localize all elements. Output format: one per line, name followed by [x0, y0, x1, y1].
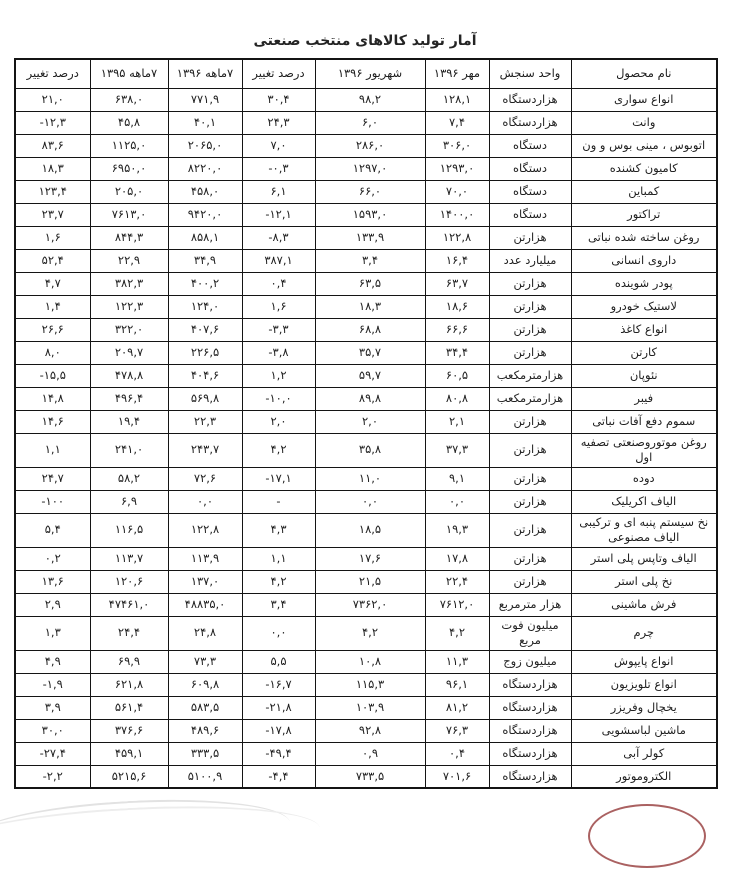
- unit-cell: هزارتن: [489, 513, 571, 547]
- value-7month-1395-cell: ۵۶۱,۴: [90, 696, 168, 719]
- unit-cell: هزاردستگاه: [489, 719, 571, 742]
- value-7month-1395-cell: ۵۸,۲: [90, 467, 168, 490]
- value-mehr-cell: ۷۶۱۲,۰: [425, 593, 489, 616]
- percent-change-7month-cell: ۵,۴: [15, 513, 90, 547]
- value-7month-1395-cell: ۱۱۲۵,۰: [90, 134, 168, 157]
- value-shahrivar-cell: ۷۳۳,۵: [315, 765, 425, 788]
- value-mehr-cell: ۶۳,۷: [425, 272, 489, 295]
- value-7month-1395-cell: ۴۷۴۶۱,۰: [90, 593, 168, 616]
- unit-cell: میلیارد عدد: [489, 249, 571, 272]
- value-7month-1396-cell: ۳۴,۹: [168, 249, 242, 272]
- percent-change-month-cell: ۴,۲: [242, 433, 315, 467]
- unit-cell: میلیون فوت مربع: [489, 616, 571, 650]
- value-mehr-cell: ۱۲۲,۸: [425, 226, 489, 249]
- table-row: [15, 88, 717, 111]
- value-7month-1395-cell: ۷۶۱۳,۰: [90, 203, 168, 226]
- value-7month-1396-cell: ۴۰۴,۶: [168, 364, 242, 387]
- percent-change-month-cell: ۳۸۷,۱: [242, 249, 315, 272]
- percent-change-month-cell: -۱۷,۸: [242, 719, 315, 742]
- table-row: [15, 111, 717, 134]
- unit-cell: هزارتن: [489, 547, 571, 570]
- table-row: [15, 226, 717, 249]
- percent-change-7month-cell: -۱,۹: [15, 673, 90, 696]
- value-7month-1395-cell: ۱۲۰,۶: [90, 570, 168, 593]
- table-header-row: [15, 59, 717, 88]
- value-7month-1395-cell: ۶,۹: [90, 490, 168, 513]
- production-stats-table: [14, 58, 718, 789]
- value-mehr-cell: ۱۹,۳: [425, 513, 489, 547]
- percent-change-month-cell: -۳,۸: [242, 341, 315, 364]
- percent-change-month-cell: -۴۹,۴: [242, 742, 315, 765]
- product-name-cell: انواع سواری: [571, 88, 717, 111]
- value-7month-1395-cell: ۶۳۸,۰: [90, 88, 168, 111]
- column-header-percent-change-month: درصد تغییر: [242, 59, 315, 88]
- product-name-cell: چرم: [571, 616, 717, 650]
- column-header-product-name: نام محصول: [571, 59, 717, 88]
- table-row: [15, 295, 717, 318]
- value-7month-1395-cell: ۴۹۶,۴: [90, 387, 168, 410]
- percent-change-7month-cell: -۲۷,۴: [15, 742, 90, 765]
- value-shahrivar-cell: ۴,۲: [315, 616, 425, 650]
- value-shahrivar-cell: ۱۵۹۳,۰: [315, 203, 425, 226]
- column-header-shahrivar-1396: شهریور ۱۳۹۶: [315, 59, 425, 88]
- percent-change-7month-cell: ۲۴,۷: [15, 467, 90, 490]
- percent-change-month-cell: ۴,۳: [242, 513, 315, 547]
- percent-change-7month-cell: ۱,۴: [15, 295, 90, 318]
- value-mehr-cell: ۴,۲: [425, 616, 489, 650]
- product-name-cell: کامیون کشنده: [571, 157, 717, 180]
- value-7month-1396-cell: ۲۰۶۵,۰: [168, 134, 242, 157]
- page-title: آمار تولید کالاهای منتخب صنعتی: [253, 33, 477, 49]
- table-row: [15, 650, 717, 673]
- value-mehr-cell: ۸۰,۸: [425, 387, 489, 410]
- value-7month-1396-cell: ۲۲۶,۵: [168, 341, 242, 364]
- product-name-cell: کولر آبی: [571, 742, 717, 765]
- product-name-cell: ماشین لباسشویی: [571, 719, 717, 742]
- value-shahrivar-cell: ۱۷,۶: [315, 547, 425, 570]
- value-shahrivar-cell: ۶۸,۸: [315, 318, 425, 341]
- product-name-cell: نخ سیستم پنبه ای و ترکیبی الیاف مصنوعی: [571, 513, 717, 547]
- percent-change-7month-cell: ۴,۹: [15, 650, 90, 673]
- product-name-cell: الیاف وتاپس پلی استر: [571, 547, 717, 570]
- percent-change-7month-cell: ۲۱,۰: [15, 88, 90, 111]
- percent-change-7month-cell: ۵۲,۴: [15, 249, 90, 272]
- value-shahrivar-cell: ۲۸۶,۰: [315, 134, 425, 157]
- value-mehr-cell: ۱۶,۴: [425, 249, 489, 272]
- table-row: [15, 134, 717, 157]
- value-7month-1395-cell: ۲۴,۴: [90, 616, 168, 650]
- percent-change-7month-cell: ۲۶,۶: [15, 318, 90, 341]
- percent-change-7month-cell: ۳۰,۰: [15, 719, 90, 742]
- value-mehr-cell: ۱۷,۸: [425, 547, 489, 570]
- value-shahrivar-cell: ۶۳,۵: [315, 272, 425, 295]
- value-7month-1395-cell: ۲۴۱,۰: [90, 433, 168, 467]
- value-mehr-cell: ۸۱,۲: [425, 696, 489, 719]
- value-7month-1396-cell: ۹۴۲۰,۰: [168, 203, 242, 226]
- value-mehr-cell: ۷۰۱,۶: [425, 765, 489, 788]
- percent-change-month-cell: -۲۱,۸: [242, 696, 315, 719]
- percent-change-7month-cell: ۲,۹: [15, 593, 90, 616]
- product-name-cell: تراکتور: [571, 203, 717, 226]
- value-shahrivar-cell: ۶,۰: [315, 111, 425, 134]
- percent-change-7month-cell: ۲۳,۷: [15, 203, 90, 226]
- value-7month-1395-cell: ۱۱۳,۷: [90, 547, 168, 570]
- percent-change-month-cell: -۴,۴: [242, 765, 315, 788]
- percent-change-month-cell: ۰,۰: [242, 616, 315, 650]
- product-name-cell: لاستیک خودرو: [571, 295, 717, 318]
- product-name-cell: داروی انسانی: [571, 249, 717, 272]
- value-shahrivar-cell: ۱۱,۰: [315, 467, 425, 490]
- value-7month-1396-cell: ۵۱۰۰,۹: [168, 765, 242, 788]
- column-header-7month-1396: ۷ماهه ۱۳۹۶: [168, 59, 242, 88]
- product-name-cell: کمباین: [571, 180, 717, 203]
- value-7month-1396-cell: ۴۰۷,۶: [168, 318, 242, 341]
- table-row: [15, 616, 717, 650]
- percent-change-7month-cell: ۰,۲: [15, 547, 90, 570]
- value-7month-1396-cell: ۲۴۳,۷: [168, 433, 242, 467]
- product-name-cell: فرش ماشینی: [571, 593, 717, 616]
- value-mehr-cell: ۲۲,۴: [425, 570, 489, 593]
- value-mehr-cell: ۳۰۶,۰: [425, 134, 489, 157]
- percent-change-month-cell: ۰,۴: [242, 272, 315, 295]
- value-shahrivar-cell: ۱۸,۵: [315, 513, 425, 547]
- table-row: [15, 318, 717, 341]
- value-7month-1396-cell: ۷۷۱,۹: [168, 88, 242, 111]
- percent-change-7month-cell: ۳,۹: [15, 696, 90, 719]
- value-mehr-cell: ۰,۰: [425, 490, 489, 513]
- percent-change-month-cell: ۱,۶: [242, 295, 315, 318]
- percent-change-7month-cell: -۱۵,۵: [15, 364, 90, 387]
- table-body: [15, 88, 717, 788]
- value-7month-1396-cell: ۴۰۰,۲: [168, 272, 242, 295]
- percent-change-7month-cell: ۱,۶: [15, 226, 90, 249]
- product-name-cell: یخچال وفریزر: [571, 696, 717, 719]
- percent-change-month-cell: -۰,۳: [242, 157, 315, 180]
- value-shahrivar-cell: ۲۱,۵: [315, 570, 425, 593]
- unit-cell: هزارتن: [489, 341, 571, 364]
- value-shahrivar-cell: ۱۲۹۷,۰: [315, 157, 425, 180]
- table-row: [15, 593, 717, 616]
- product-name-cell: الیاف اکریلیک: [571, 490, 717, 513]
- value-mehr-cell: ۱۱,۳: [425, 650, 489, 673]
- percent-change-7month-cell: ۱۴,۶: [15, 410, 90, 433]
- unit-cell: هزارتن: [489, 490, 571, 513]
- table-row: [15, 341, 717, 364]
- value-mehr-cell: ۱۴۰۰,۰: [425, 203, 489, 226]
- value-7month-1396-cell: ۱۲۲,۸: [168, 513, 242, 547]
- value-shahrivar-cell: ۶۶,۰: [315, 180, 425, 203]
- value-shahrivar-cell: ۱۰,۸: [315, 650, 425, 673]
- value-7month-1396-cell: ۱۳۷,۰: [168, 570, 242, 593]
- value-7month-1395-cell: ۲۰۹,۷: [90, 341, 168, 364]
- value-mehr-cell: ۰,۴: [425, 742, 489, 765]
- value-mehr-cell: ۷۰,۰: [425, 180, 489, 203]
- value-mehr-cell: ۷۶,۳: [425, 719, 489, 742]
- percent-change-month-cell: -۱۰,۰: [242, 387, 315, 410]
- value-mehr-cell: ۱۸,۶: [425, 295, 489, 318]
- table-row: [15, 765, 717, 788]
- value-7month-1395-cell: ۲۰۵,۰: [90, 180, 168, 203]
- product-name-cell: انواع کاغذ: [571, 318, 717, 341]
- percent-change-month-cell: ۴,۲: [242, 570, 315, 593]
- unit-cell: دستگاه: [489, 203, 571, 226]
- value-7month-1395-cell: ۱۹,۴: [90, 410, 168, 433]
- unit-cell: هزارتن: [489, 295, 571, 318]
- column-header-mehr-1396: مهر ۱۳۹۶: [425, 59, 489, 88]
- product-name-cell: وانت: [571, 111, 717, 134]
- value-7month-1395-cell: ۴۵,۸: [90, 111, 168, 134]
- product-name-cell: روغن ساخته شده نباتی: [571, 226, 717, 249]
- value-7month-1395-cell: ۶۹۵۰,۰: [90, 157, 168, 180]
- value-7month-1395-cell: ۳۸۲,۳: [90, 272, 168, 295]
- value-7month-1395-cell: ۵۲۱۵,۶: [90, 765, 168, 788]
- table-row: [15, 490, 717, 513]
- percent-change-month-cell: ۳,۴: [242, 593, 315, 616]
- value-7month-1395-cell: ۱۱۶,۵: [90, 513, 168, 547]
- percent-change-month-cell: -۱۲,۱: [242, 203, 315, 226]
- percent-change-month-cell: -۳,۳: [242, 318, 315, 341]
- unit-cell: دستگاه: [489, 180, 571, 203]
- percent-change-month-cell: ۱,۱: [242, 547, 315, 570]
- value-shahrivar-cell: ۱۰۳,۹: [315, 696, 425, 719]
- percent-change-month-cell: ۶,۱: [242, 180, 315, 203]
- product-name-cell: انواع پایپوش: [571, 650, 717, 673]
- table-row: [15, 513, 717, 547]
- value-7month-1395-cell: ۳۲۲,۰: [90, 318, 168, 341]
- value-shahrivar-cell: ۲,۰: [315, 410, 425, 433]
- value-7month-1395-cell: ۴۵۹,۱: [90, 742, 168, 765]
- table-row: [15, 433, 717, 467]
- value-7month-1395-cell: ۴۷۸,۸: [90, 364, 168, 387]
- table-row: [15, 410, 717, 433]
- product-name-cell: انواع تلویزیون: [571, 673, 717, 696]
- table-row: [15, 157, 717, 180]
- percent-change-month-cell: ۳۰,۴: [242, 88, 315, 111]
- unit-cell: هزارتن: [489, 318, 571, 341]
- table-row: [15, 180, 717, 203]
- value-mehr-cell: ۳۷,۳: [425, 433, 489, 467]
- value-7month-1396-cell: ۰,۰: [168, 490, 242, 513]
- percent-change-7month-cell: ۱۴,۸: [15, 387, 90, 410]
- percent-change-month-cell: -۱۷,۱: [242, 467, 315, 490]
- value-7month-1396-cell: ۴۰,۱: [168, 111, 242, 134]
- unit-cell: هزاردستگاه: [489, 742, 571, 765]
- product-name-cell: نئوپان: [571, 364, 717, 387]
- percent-change-7month-cell: ۴,۷: [15, 272, 90, 295]
- table-row: [15, 364, 717, 387]
- percent-change-month-cell: ۱,۲: [242, 364, 315, 387]
- percent-change-7month-cell: ۱۳,۶: [15, 570, 90, 593]
- unit-cell: دستگاه: [489, 157, 571, 180]
- unit-cell: هزاردستگاه: [489, 673, 571, 696]
- column-header-unit: واحد سنجش: [489, 59, 571, 88]
- percent-change-month-cell: ۷,۰: [242, 134, 315, 157]
- percent-change-month-cell: -۱۶,۷: [242, 673, 315, 696]
- value-7month-1396-cell: ۶۰۹,۸: [168, 673, 242, 696]
- value-7month-1396-cell: ۵۶۹,۸: [168, 387, 242, 410]
- value-mehr-cell: ۹۶,۱: [425, 673, 489, 696]
- value-mehr-cell: ۶۶,۶: [425, 318, 489, 341]
- unit-cell: هزاردستگاه: [489, 111, 571, 134]
- percent-change-7month-cell: ۱,۱: [15, 433, 90, 467]
- unit-cell: هزارتن: [489, 410, 571, 433]
- table-row: [15, 272, 717, 295]
- value-7month-1396-cell: ۲۴,۸: [168, 616, 242, 650]
- table-row: [15, 719, 717, 742]
- value-mehr-cell: ۲,۱: [425, 410, 489, 433]
- percent-change-month-cell: ۲۴,۳: [242, 111, 315, 134]
- value-mehr-cell: ۱۲۸,۱: [425, 88, 489, 111]
- unit-cell: هزاردستگاه: [489, 765, 571, 788]
- unit-cell: هزارتن: [489, 433, 571, 467]
- value-7month-1396-cell: ۴۵۸,۰: [168, 180, 242, 203]
- unit-cell: هزارمترمکعب: [489, 387, 571, 410]
- percent-change-7month-cell: -۱۲,۳: [15, 111, 90, 134]
- product-name-cell: کارتن: [571, 341, 717, 364]
- value-7month-1395-cell: ۸۴۴,۳: [90, 226, 168, 249]
- value-7month-1396-cell: ۵۸۳,۵: [168, 696, 242, 719]
- table-row: [15, 742, 717, 765]
- value-shahrivar-cell: ۰,۰: [315, 490, 425, 513]
- table-row: [15, 547, 717, 570]
- percent-change-7month-cell: ۸۳,۶: [15, 134, 90, 157]
- unit-cell: هزاردستگاه: [489, 88, 571, 111]
- value-mehr-cell: ۶۰,۵: [425, 364, 489, 387]
- value-7month-1395-cell: ۳۷۶,۶: [90, 719, 168, 742]
- unit-cell: هزارمترمکعب: [489, 364, 571, 387]
- value-7month-1396-cell: ۲۲,۳: [168, 410, 242, 433]
- product-name-cell: فیبر: [571, 387, 717, 410]
- value-mehr-cell: ۷,۴: [425, 111, 489, 134]
- product-name-cell: نخ پلی استر: [571, 570, 717, 593]
- table-row: [15, 203, 717, 226]
- value-7month-1396-cell: ۱۲۴,۰: [168, 295, 242, 318]
- value-mehr-cell: ۹,۱: [425, 467, 489, 490]
- unit-cell: هزارتن: [489, 570, 571, 593]
- value-shahrivar-cell: ۰,۹: [315, 742, 425, 765]
- value-mehr-cell: ۳۴,۴: [425, 341, 489, 364]
- value-shahrivar-cell: ۱۳۳,۹: [315, 226, 425, 249]
- value-shahrivar-cell: ۱۱۵,۳: [315, 673, 425, 696]
- value-shahrivar-cell: ۳,۴: [315, 249, 425, 272]
- column-header-7month-1395: ۷ماهه ۱۳۹۵: [90, 59, 168, 88]
- value-7month-1396-cell: ۴۸۸۳۵,۰: [168, 593, 242, 616]
- product-name-cell: دوده: [571, 467, 717, 490]
- value-7month-1396-cell: ۳۳۳,۵: [168, 742, 242, 765]
- value-7month-1395-cell: ۶۹,۹: [90, 650, 168, 673]
- value-7month-1395-cell: ۲۲,۹: [90, 249, 168, 272]
- table-row: [15, 673, 717, 696]
- value-7month-1396-cell: ۴۸۹,۶: [168, 719, 242, 742]
- table-row: [15, 387, 717, 410]
- value-shahrivar-cell: ۹۸,۲: [315, 88, 425, 111]
- value-7month-1396-cell: ۱۱۳,۹: [168, 547, 242, 570]
- percent-change-7month-cell: ۸,۰: [15, 341, 90, 364]
- value-7month-1396-cell: ۷۳,۳: [168, 650, 242, 673]
- value-shahrivar-cell: ۳۵,۷: [315, 341, 425, 364]
- product-name-cell: الکتروموتور: [571, 765, 717, 788]
- value-mehr-cell: ۱۲۹۳,۰: [425, 157, 489, 180]
- value-shahrivar-cell: ۷۳۶۲,۰: [315, 593, 425, 616]
- table-row: [15, 696, 717, 719]
- value-shahrivar-cell: ۸۹,۸: [315, 387, 425, 410]
- percent-change-month-cell: ۵,۵: [242, 650, 315, 673]
- percent-change-7month-cell: -۲,۲: [15, 765, 90, 788]
- product-name-cell: پودر شوینده: [571, 272, 717, 295]
- unit-cell: هزارتن: [489, 226, 571, 249]
- column-header-percent-change-7month: درصد تغییر: [15, 59, 90, 88]
- unit-cell: هزاردستگاه: [489, 696, 571, 719]
- product-name-cell: روغن موتوروصنعتی تصفیه اول: [571, 433, 717, 467]
- percent-change-month-cell: -۸,۳: [242, 226, 315, 249]
- percent-change-month-cell: ۲,۰: [242, 410, 315, 433]
- unit-cell: هزارتن: [489, 272, 571, 295]
- value-shahrivar-cell: ۵۹,۷: [315, 364, 425, 387]
- value-shahrivar-cell: ۳۵,۸: [315, 433, 425, 467]
- table-row: [15, 249, 717, 272]
- table-row: [15, 570, 717, 593]
- partial-stamp-ellipse: [588, 804, 706, 868]
- product-name-cell: اتوبوس ، مینی بوس و ون: [571, 134, 717, 157]
- percent-change-7month-cell: ۱۸,۳: [15, 157, 90, 180]
- percent-change-7month-cell: -۱۰۰: [15, 490, 90, 513]
- product-name-cell: سموم دفع آفات نباتی: [571, 410, 717, 433]
- percent-change-7month-cell: ۱,۳: [15, 616, 90, 650]
- value-7month-1396-cell: ۸۲۲۰,۰: [168, 157, 242, 180]
- value-7month-1396-cell: ۷۲,۶: [168, 467, 242, 490]
- percent-change-month-cell: -: [242, 490, 315, 513]
- value-7month-1395-cell: ۶۲۱,۸: [90, 673, 168, 696]
- percent-change-7month-cell: ۱۲۳,۴: [15, 180, 90, 203]
- unit-cell: میلیون زوج: [489, 650, 571, 673]
- unit-cell: هزار مترمربع: [489, 593, 571, 616]
- value-7month-1395-cell: ۱۲۲,۳: [90, 295, 168, 318]
- value-7month-1396-cell: ۸۵۸,۱: [168, 226, 242, 249]
- value-shahrivar-cell: ۹۲,۸: [315, 719, 425, 742]
- table-row: [15, 467, 717, 490]
- value-shahrivar-cell: ۱۸,۳: [315, 295, 425, 318]
- unit-cell: دستگاه: [489, 134, 571, 157]
- unit-cell: هزارتن: [489, 467, 571, 490]
